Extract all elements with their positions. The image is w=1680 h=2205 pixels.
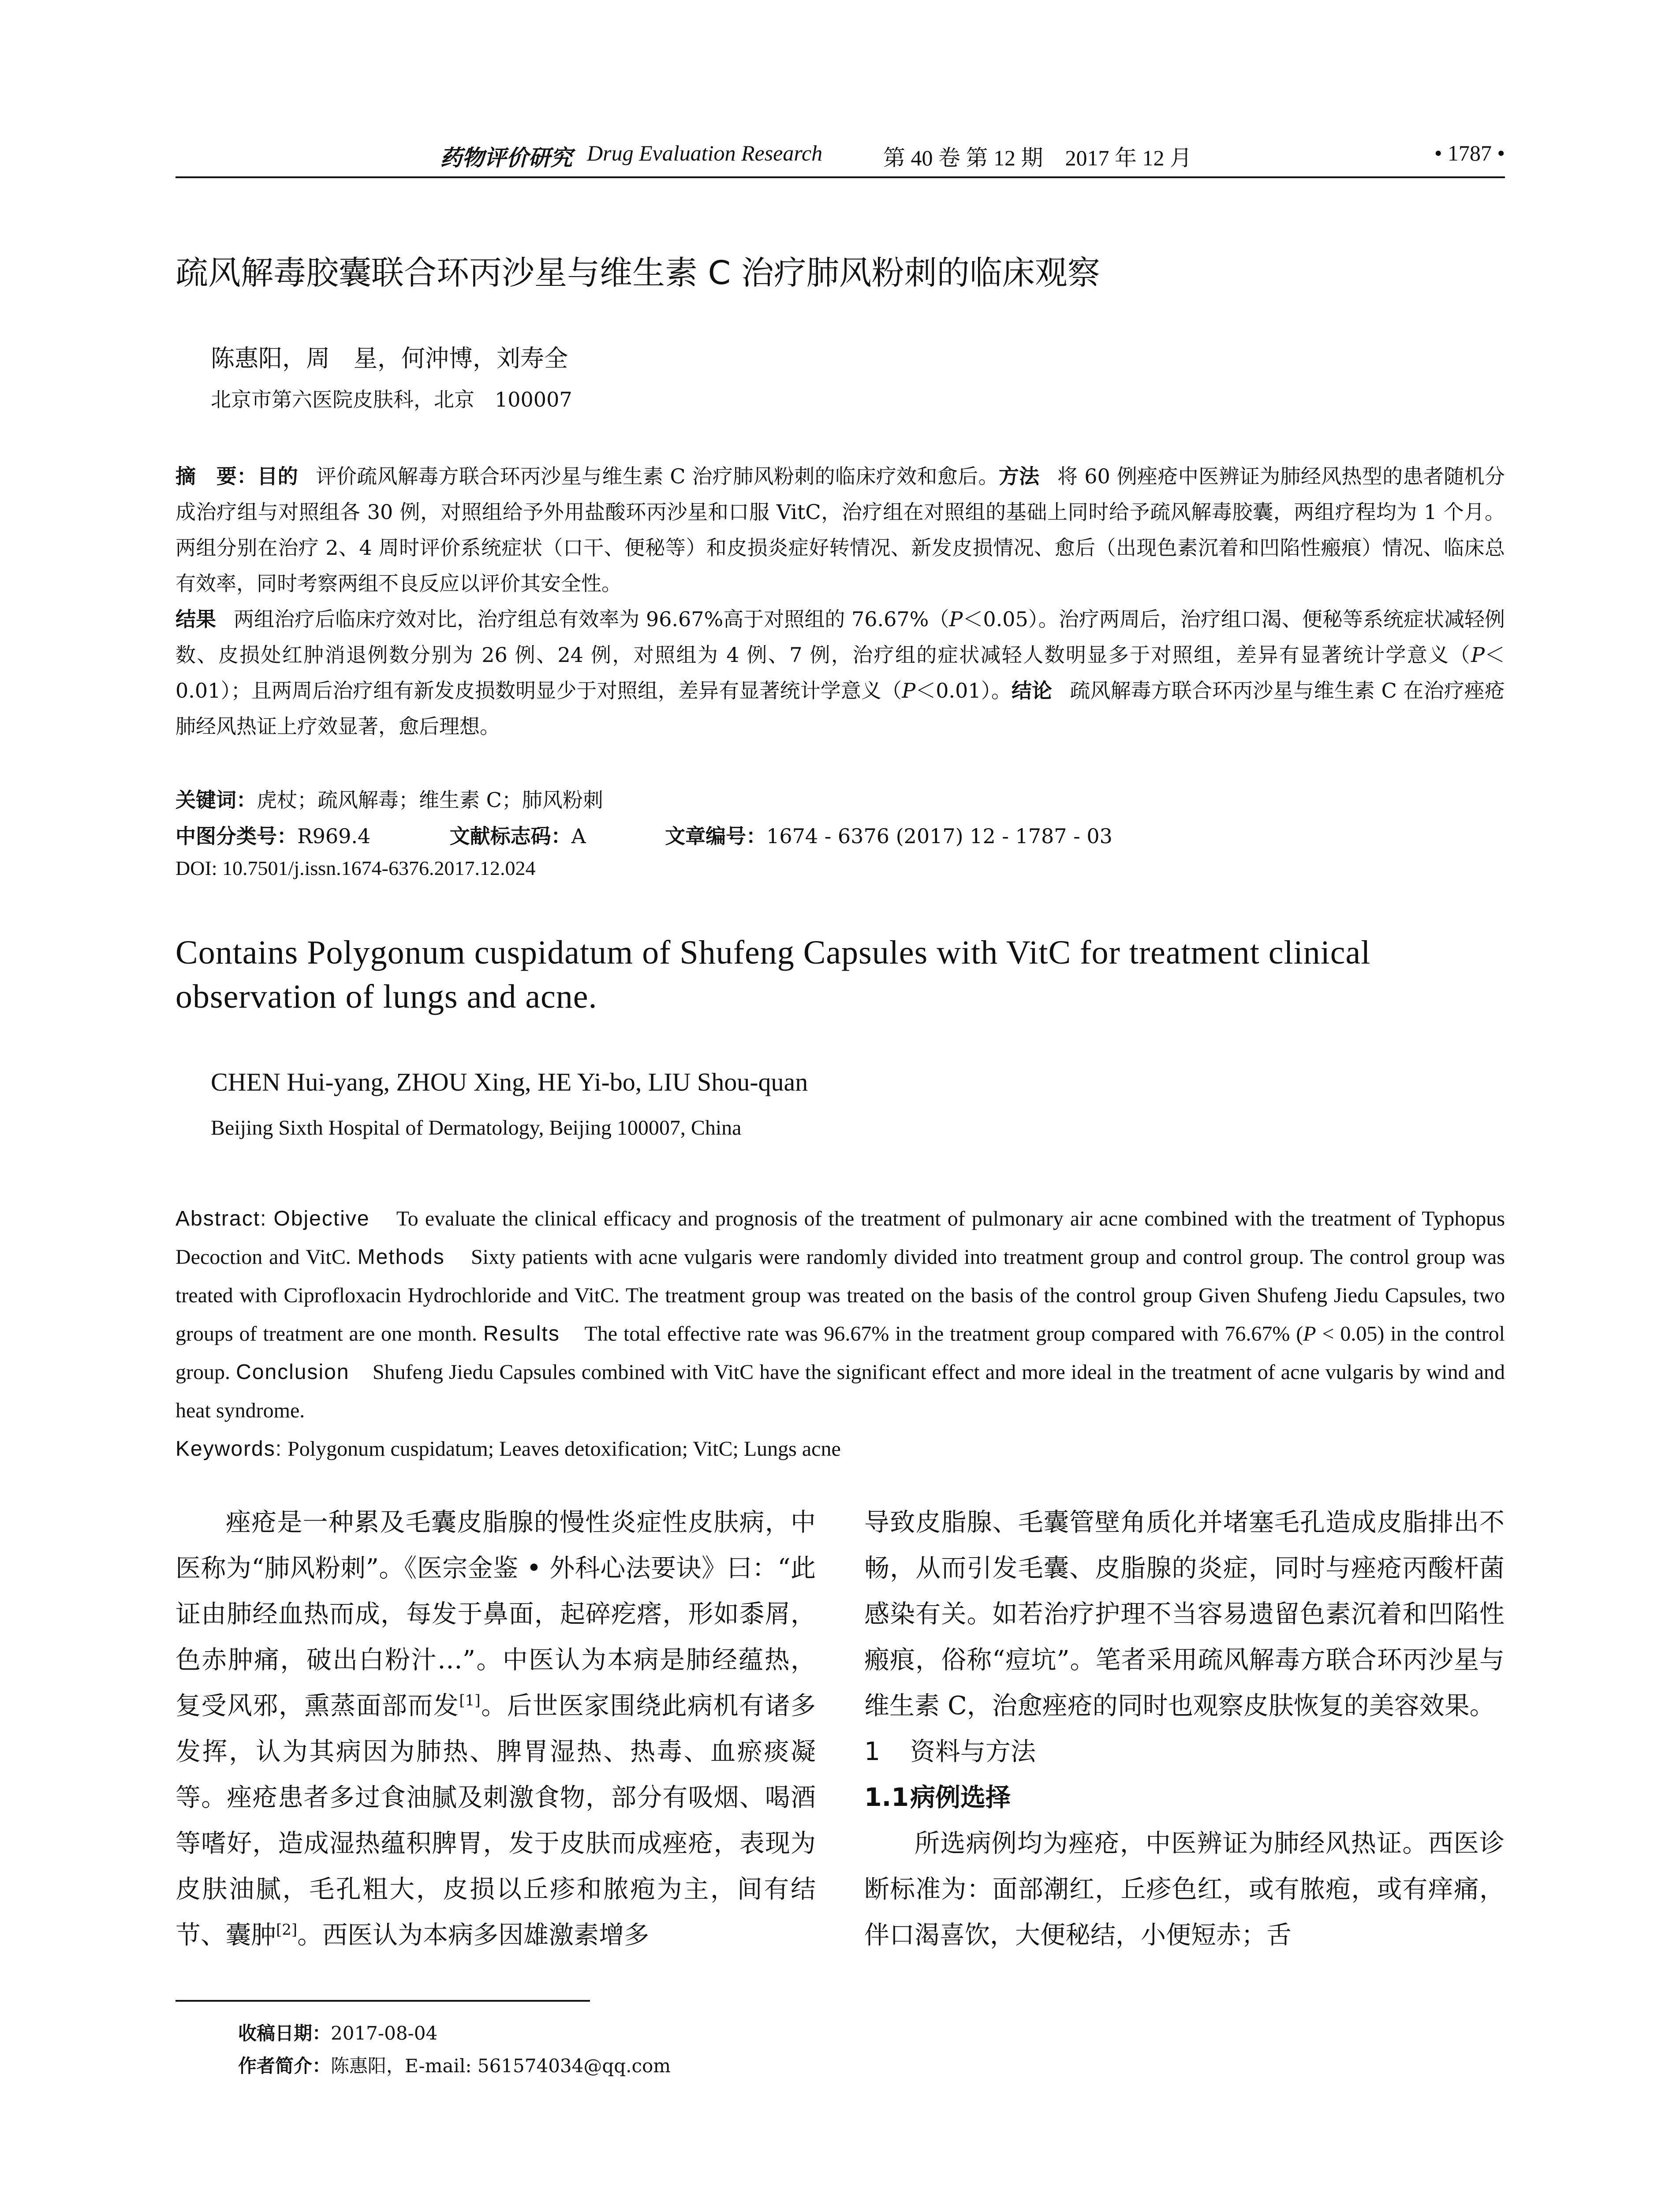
- received-value: 2017-08-04: [331, 2022, 438, 2044]
- received-date: [238, 2019, 437, 2045]
- abstract-english: [175, 1200, 1505, 1468]
- methods-text: 将 60 例痤疮中医辨证为肺经风热型的患者随机分成治疗组与对照组各 30 例，对照组给予外用盐酸环丙沙星和口服 VitC，治疗组在对照组的基础上同时给予疏风解毒胶囊，两组疗程均为 1 个月。两组分别在治疗 2、4 周时评价系统症状（口干、便秘等）和皮损炎症好转情况、新发皮损情况、愈后（出现色素沉着和凹陷性瘢痕）情况、临床总有效率，同时考察两组不良反应以评价其安全性。: [175, 464, 1505, 595]
- methods-label-en: Methods: [357, 1245, 445, 1269]
- abstract-label-en: Abstract:: [175, 1207, 267, 1230]
- abstract-chinese: [175, 459, 1505, 744]
- body-text: 痤疮是一种累及毛囊皮脂腺的慢性炎症性皮肤病，中医称为“肺风粉刺”。《医宗金鉴 • 外科心法要诀》曰：“此证由肺经血热而成，每发于鼻面，起碎疙瘩，形如黍屑，色赤肿痛，破出白粉汁…”。中医认为本病是肺经蕴热，复受风邪，熏蒸面部而发: [175, 1508, 816, 1720]
- page-number: • 1787 •: [1434, 141, 1505, 165]
- reference-marker[interactable]: [2]: [276, 1921, 298, 1939]
- conclusion-text: 疏风解毒方联合环丙沙星与维生素 C 在治疗痤疮肺经风热证上疗效显著，愈后理想。: [175, 679, 1505, 738]
- clc-label: 中图分类号：: [175, 824, 297, 848]
- classification-line: [175, 820, 1113, 849]
- section-heading: [864, 1729, 1505, 1775]
- conclusion-label-en: Conclusion: [236, 1360, 350, 1384]
- objective-label: 目的: [257, 464, 299, 488]
- clc-value: R969.4: [297, 824, 371, 848]
- subsection-number: 1.1: [864, 1783, 909, 1812]
- received-label: 收稿日期：: [238, 2022, 331, 2044]
- journal-issue: 第 40 卷 第 12 期 2017 年 12 月: [883, 146, 1192, 170]
- keywords-text-en: Polygonum cuspidatum; Leaves detoxification; VitC; Lungs acne: [287, 1437, 841, 1461]
- p-value-symbol: P: [902, 679, 916, 703]
- footnote-rule: [175, 2000, 590, 2002]
- subsection-title: 病例选择: [910, 1783, 1011, 1812]
- conclusion-text-en: Shufeng Jiedu Capsules combined with VitC have the significant effect and more ideal in the treatment of acne vulgaris by wind and heat syndrome.: [175, 1360, 1505, 1422]
- running-header: [175, 140, 1505, 171]
- section-title: 资料与方法: [910, 1737, 1036, 1766]
- results-text-b: ＜0.05）。治疗两周后，治疗组口渴、便秘等系统症状减轻例数、皮损处红肿消退例数分别为 26 例、24 例，对照组为 4 例、7 例，治疗组的症状减轻人数明显多于对照组，差异有显著统计学意义（: [175, 607, 1505, 667]
- results-label: 结果: [175, 607, 217, 631]
- body-paragraph: [175, 1499, 816, 1958]
- conclusion-label: 结论: [1011, 679, 1053, 703]
- results-text-en-a: The total effective rate was 96.67% in the treatment group compared with 76.67% (: [584, 1322, 1303, 1345]
- affiliation-english: Beijing Sixth Hospital of Dermatology, Beijing 100007, China: [211, 1116, 742, 1140]
- title-english: Contains Polygonum cuspidatum of Shufeng Capsules with VitC for treatment clinical observation of lungs and acne.: [175, 934, 1371, 1015]
- results-text-a: 两组治疗后临床疗效对比，治疗组总有效率为 96.67%高于对照组的 76.67%（: [234, 607, 949, 631]
- keywords-text: 虎杖；疏风解毒；维生素 C；肺风粉刺: [257, 788, 603, 812]
- body-column-right: [864, 1499, 1505, 1958]
- p-value-symbol: P: [949, 607, 963, 631]
- body-text: 。西医认为本病多因雄激素增多: [297, 1921, 650, 1950]
- author-bio-label: 作者简介：: [238, 2055, 331, 2077]
- affiliation-chinese: 北京市第六医院皮肤科，北京 100007: [211, 388, 572, 411]
- body-text: 。后世医家围绕此病机有诸多发挥，认为其病因为肺热、脾胃湿热、热毒、血瘀痰凝等。痤疮患者多过食油腻及刺激食物，部分有吸烟、喝酒等嗜好，造成湿热蕴积脾胃，发于皮肤而成痤疮，表现为皮肤油腻，毛孔粗大，皮损以丘疹和脓疱为主，间有结节、囊肿: [175, 1691, 816, 1950]
- author-bio: [238, 2052, 671, 2078]
- methods-text-en: Sixty patients with acne vulgaris were randomly divided into treatment group and control group. The control group was treated with Ciprofloxacin Hydrochloride and VitC. The treatment group was treated on the basis of the control group Given Shufeng Jiedu Capsules, two groups of treatment are one month.: [175, 1245, 1505, 1345]
- body-column-left: [175, 1499, 816, 1958]
- section-number: 1: [864, 1737, 881, 1766]
- article-no-value: 1674 - 6376 (2017) 12 - 1787 - 03: [766, 824, 1113, 848]
- author-bio-value: 陈惠阳，E-mail: 561574034@qq.com: [331, 2055, 671, 2077]
- keywords-chinese: [175, 784, 603, 813]
- authors-chinese: 陈惠阳，周 星，何沖博，刘寿全: [211, 344, 568, 372]
- results-text-d: ＜0.01）。: [915, 679, 1012, 703]
- body-paragraph: 导致皮脂腺、毛囊管壁角质化并堵塞毛孔造成皮脂排出不畅，从而引发毛囊、皮脂腺的炎症，同时与痤疮丙酸杆菌感染有关。如若治疗护理不当容易遗留色素沉着和凹陷性瘢痕，俗称“痘坑”。笔者采用疏风解毒方联合环丙沙星与维生素 C，治愈痤疮的同时也观察皮肤恢复的美容效果。: [864, 1508, 1505, 1720]
- body-paragraph: 所选病例均为痤疮，中医辨证为肺经风热证。西医诊断标准为：面部潮红，丘疹色红，或有脓疱，或有痒痛，伴口渴喜饮，大便秘结，小便短赤；舌: [864, 1829, 1505, 1950]
- p-value-symbol-en: P: [1303, 1322, 1316, 1345]
- objective-text-en: To evaluate the clinical efficacy and prognosis of the treatment of pulmonary air acne combined with the treatment of Typhopus Decoction and VitC.: [175, 1207, 1505, 1269]
- results-text-en-b: < 0.05) in the control group.: [175, 1322, 1505, 1384]
- p-value-symbol: P: [1471, 643, 1485, 667]
- keywords-label-en: Keywords:: [175, 1437, 283, 1461]
- doi: DOI: 10.7501/j.issn.1674-6376.2017.12.024: [175, 857, 536, 879]
- doc-code-value: A: [571, 824, 586, 848]
- journal-logo: 药物评价研究: [440, 146, 572, 170]
- methods-label: 方法: [998, 464, 1040, 488]
- objective-text: 评价疏风解毒方联合环丙沙星与维生素 C 治疗肺风粉刺的临床疗效和愈后。: [316, 464, 999, 488]
- keywords-label: 关键词：: [175, 788, 257, 812]
- results-label-en: Results: [483, 1322, 560, 1345]
- reference-marker[interactable]: [1]: [459, 1692, 481, 1709]
- title-chinese: 疏风解毒胶囊联合环丙沙星与维生素 C 治疗肺风粉刺的临床观察: [175, 254, 1100, 292]
- results-text-c: ＜0.01）；且两周后治疗组有新发皮损数明显少于对照组，差异有显著统计学意义（: [175, 643, 1505, 703]
- header-rule: [175, 176, 1505, 178]
- journal-name: Drug Evaluation Research: [587, 141, 823, 165]
- doc-code-label: 文献标志码：: [449, 824, 571, 848]
- authors-english: CHEN Hui-yang, ZHOU Xing, HE Yi-bo, LIU Shou-quan: [211, 1068, 808, 1096]
- article-no-label: 文章编号：: [665, 824, 767, 848]
- subsection-heading: [864, 1775, 1505, 1820]
- objective-label-en: Objective: [273, 1207, 370, 1230]
- abstract-label: 摘 要：: [175, 464, 258, 488]
